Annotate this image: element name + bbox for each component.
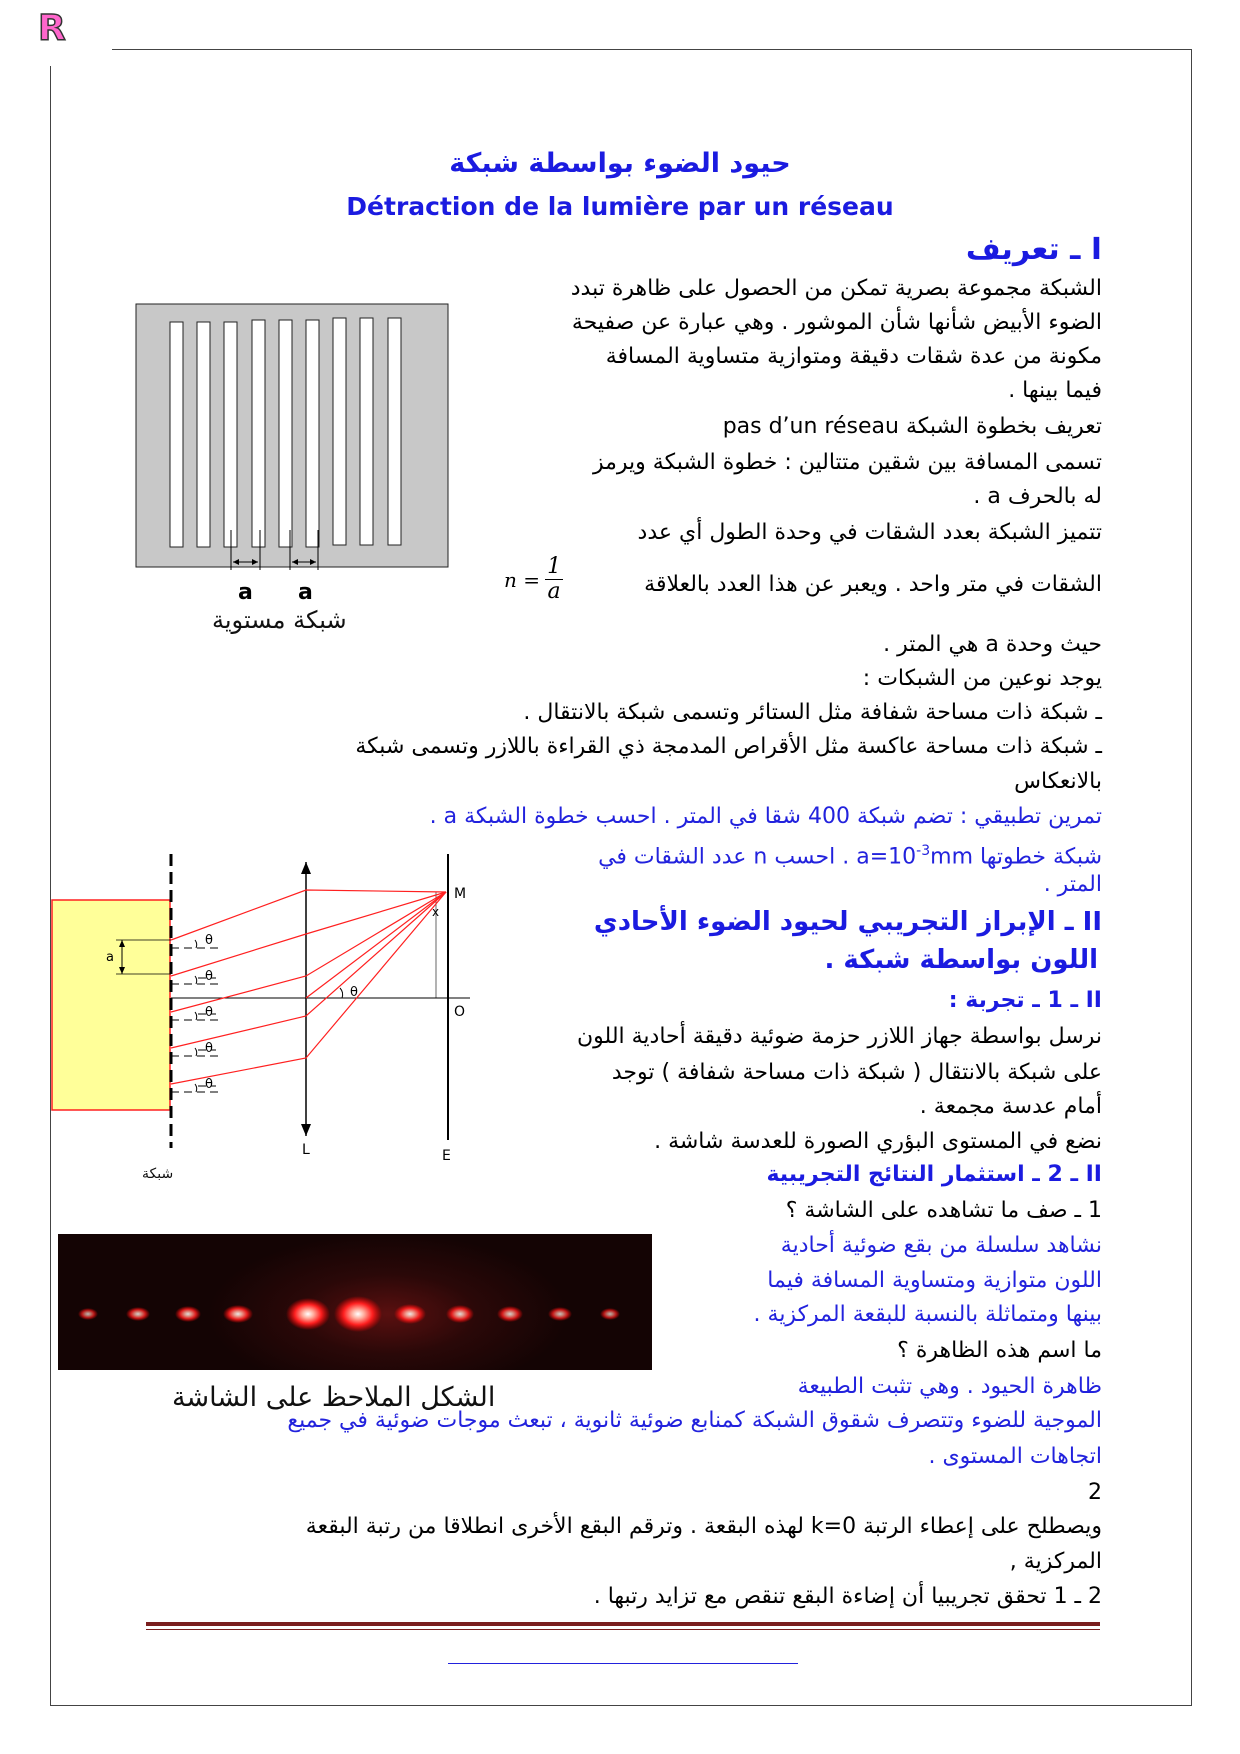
text-line: ـ شبكة ذات مساحة عاكسة مثل الأقراص المدمجة ذي القراءة باللازر وتسمى شبكة [355,734,1102,759]
spot-order [126,1307,150,1321]
answer-line: اللون متوازية ومتساوية المسافة فيما [767,1268,1102,1293]
text-line: حيث وحدة a هي المتر . [883,632,1102,657]
footer-rule-thick [146,1622,1100,1626]
bottom-rule [50,1705,1192,1706]
section2-heading: II ـ الإبراز التجريبي لحيود الضوء الأحادي [593,907,1102,937]
formula-n: n = $\frac{1}{a}$ [504,554,562,604]
text-line: 2 [1088,1480,1102,1505]
text-line: نرسل بواسطة جهاز اللازر حزمة ضوئية دقيقة أحادية اللون [577,1024,1102,1049]
photo-caption: الشكل الملاحظ على الشاشة [172,1382,496,1413]
text-line: على شبكة بالانتقال ( شبكة ذات مساحة شفافة ) توجد [611,1060,1102,1085]
svg-text:θ: θ [350,985,358,1000]
text-line: الشقات في متر واحد . ويعبر عن هذا العدد بالعلاقة [644,572,1102,597]
spot-order [394,1304,426,1324]
svg-text:O: O [454,1004,466,1020]
svg-text:θ: θ [205,933,213,948]
text-line: الضوء الأبيض شأنها شأن الموشور . وهي عبارة عن صفيحة [571,310,1102,335]
spot-order [446,1305,474,1323]
svg-text:θ: θ [205,1041,213,1056]
text-line: بالانعكاس [1014,769,1102,794]
answer-line: بينها ومتماثلة بالنسبة للبقعة المركزية . [753,1302,1102,1327]
fraction: $\frac{1}{a}$ [547,554,562,604]
answer-line: اتجاهات المستوى . [928,1444,1102,1469]
svg-text:θ: θ [205,969,213,984]
svg-text:a: a [106,950,114,965]
spot-order [175,1306,201,1322]
text-line: ويصطلح على إعطاء الرتبة k=0 لهذه البقعة . وترقم البقع الأخرى انطلاقا من رتبة البقعة [305,1514,1102,1539]
logo: R [38,8,66,49]
question-line: 1 ـ صف ما تشاهده على الشاشة ؟ [785,1198,1102,1223]
title-french: Détraction de la lumière par un réseau [346,192,894,221]
grating-caption: شبكة مستوية [212,606,347,634]
subsection-heading: II ـ 2 ـ استثمار النتائج التجريبية [766,1162,1102,1187]
question-line: ما اسم هذه الظاهرة ؟ [897,1338,1102,1363]
svg-text:E: E [442,1148,451,1164]
text-line: ـ شبكة ذات مساحة شفافة مثل الستائر وتسمى شبكة بالانتقال . [523,700,1102,725]
answer-line: الموجية للضوء وتتصرف شقوق الشبكة كمنابع ضوئية ثانوية ، تبعث موجات ضوئية في جميع [287,1408,1102,1433]
footer-rule-thin [146,1629,1100,1630]
label-a: a [238,580,253,605]
answer-line: نشاهد سلسلة من بقع ضوئية أحادية [780,1233,1102,1258]
exercise-line: المتر . [1043,872,1102,897]
footer-link-line [448,1663,798,1664]
exercise-line: شبكة خطوتها $a=10^{-3}mm$ . احسب n عدد الشقات في [598,843,1102,870]
optical-setup-diagram [50,848,480,1168]
text-line: له بالحرف a . [973,484,1102,509]
text-line: تتميز الشبكة بعدد الشقات في وحدة الطول أي عدد [637,520,1102,545]
svg-text:θ: θ [205,1077,213,1092]
text-line: تسمى المسافة بين شقين متتالين : خطوة الشبكة ويرمز [592,450,1102,475]
section1-heading: I ـ تعريف [965,232,1102,267]
text-line: الشبكة مجموعة بصرية تمكن من الحصول على ظاهرة تبدد [570,276,1102,301]
diagram-caption: شبكة [142,1166,174,1182]
svg-text:M: M [454,886,467,902]
spot-order [548,1307,572,1321]
text-line: نضع في المستوى البؤري الصورة للعدسة شاشة . [654,1129,1102,1154]
text-line: مكونة من عدة شقات دقيقة ومتوازية متساوية المسافة [605,344,1102,369]
text-line: فيما بينها . [1008,378,1102,403]
spot-order [286,1298,330,1330]
diffraction-photo [58,1234,652,1370]
grating-slits [170,318,401,547]
label-a: a [298,580,313,605]
svg-text:L: L [302,1142,310,1158]
right-rule [1191,49,1192,1705]
text-line: المركزية , [1009,1549,1102,1574]
title-arabic: حيود الضوء بواسطة شبكة [449,148,791,179]
svg-text:θ: θ [205,1005,213,1020]
section2-heading: اللون بواسطة شبكة . [824,945,1098,975]
subsection-heading: II ـ 1 ـ تجربة : [948,988,1102,1013]
spot-order [600,1308,620,1320]
text-line: 2 ـ 1 تحقق تجريبيا أن إضاءة البقع تنقص مع تزايد رتبها . [593,1584,1102,1609]
pitch-arrows [222,530,332,580]
text-line: تعريف بخطوة الشبكة pas d’un réseau [722,414,1102,439]
svg-text:x: x [432,905,440,919]
laser-beam-region [52,900,170,1110]
spot-order [78,1308,98,1320]
answer-line: ظاهرة الحيود . وهي تثبت الطبيعة [797,1374,1102,1399]
text-line: يوجد نوعين من الشبكات : [862,666,1102,691]
spot-central [334,1296,382,1332]
top-rule [112,49,1192,50]
exercise-line: تمرين تطبيقي : تضم شبكة 400 شقا في المتر . احسب خطوة الشبكة a . [429,804,1102,829]
spot-order [497,1306,523,1322]
spot-order [223,1305,253,1323]
text-line: أمام عدسة مجمعة . [919,1094,1102,1119]
